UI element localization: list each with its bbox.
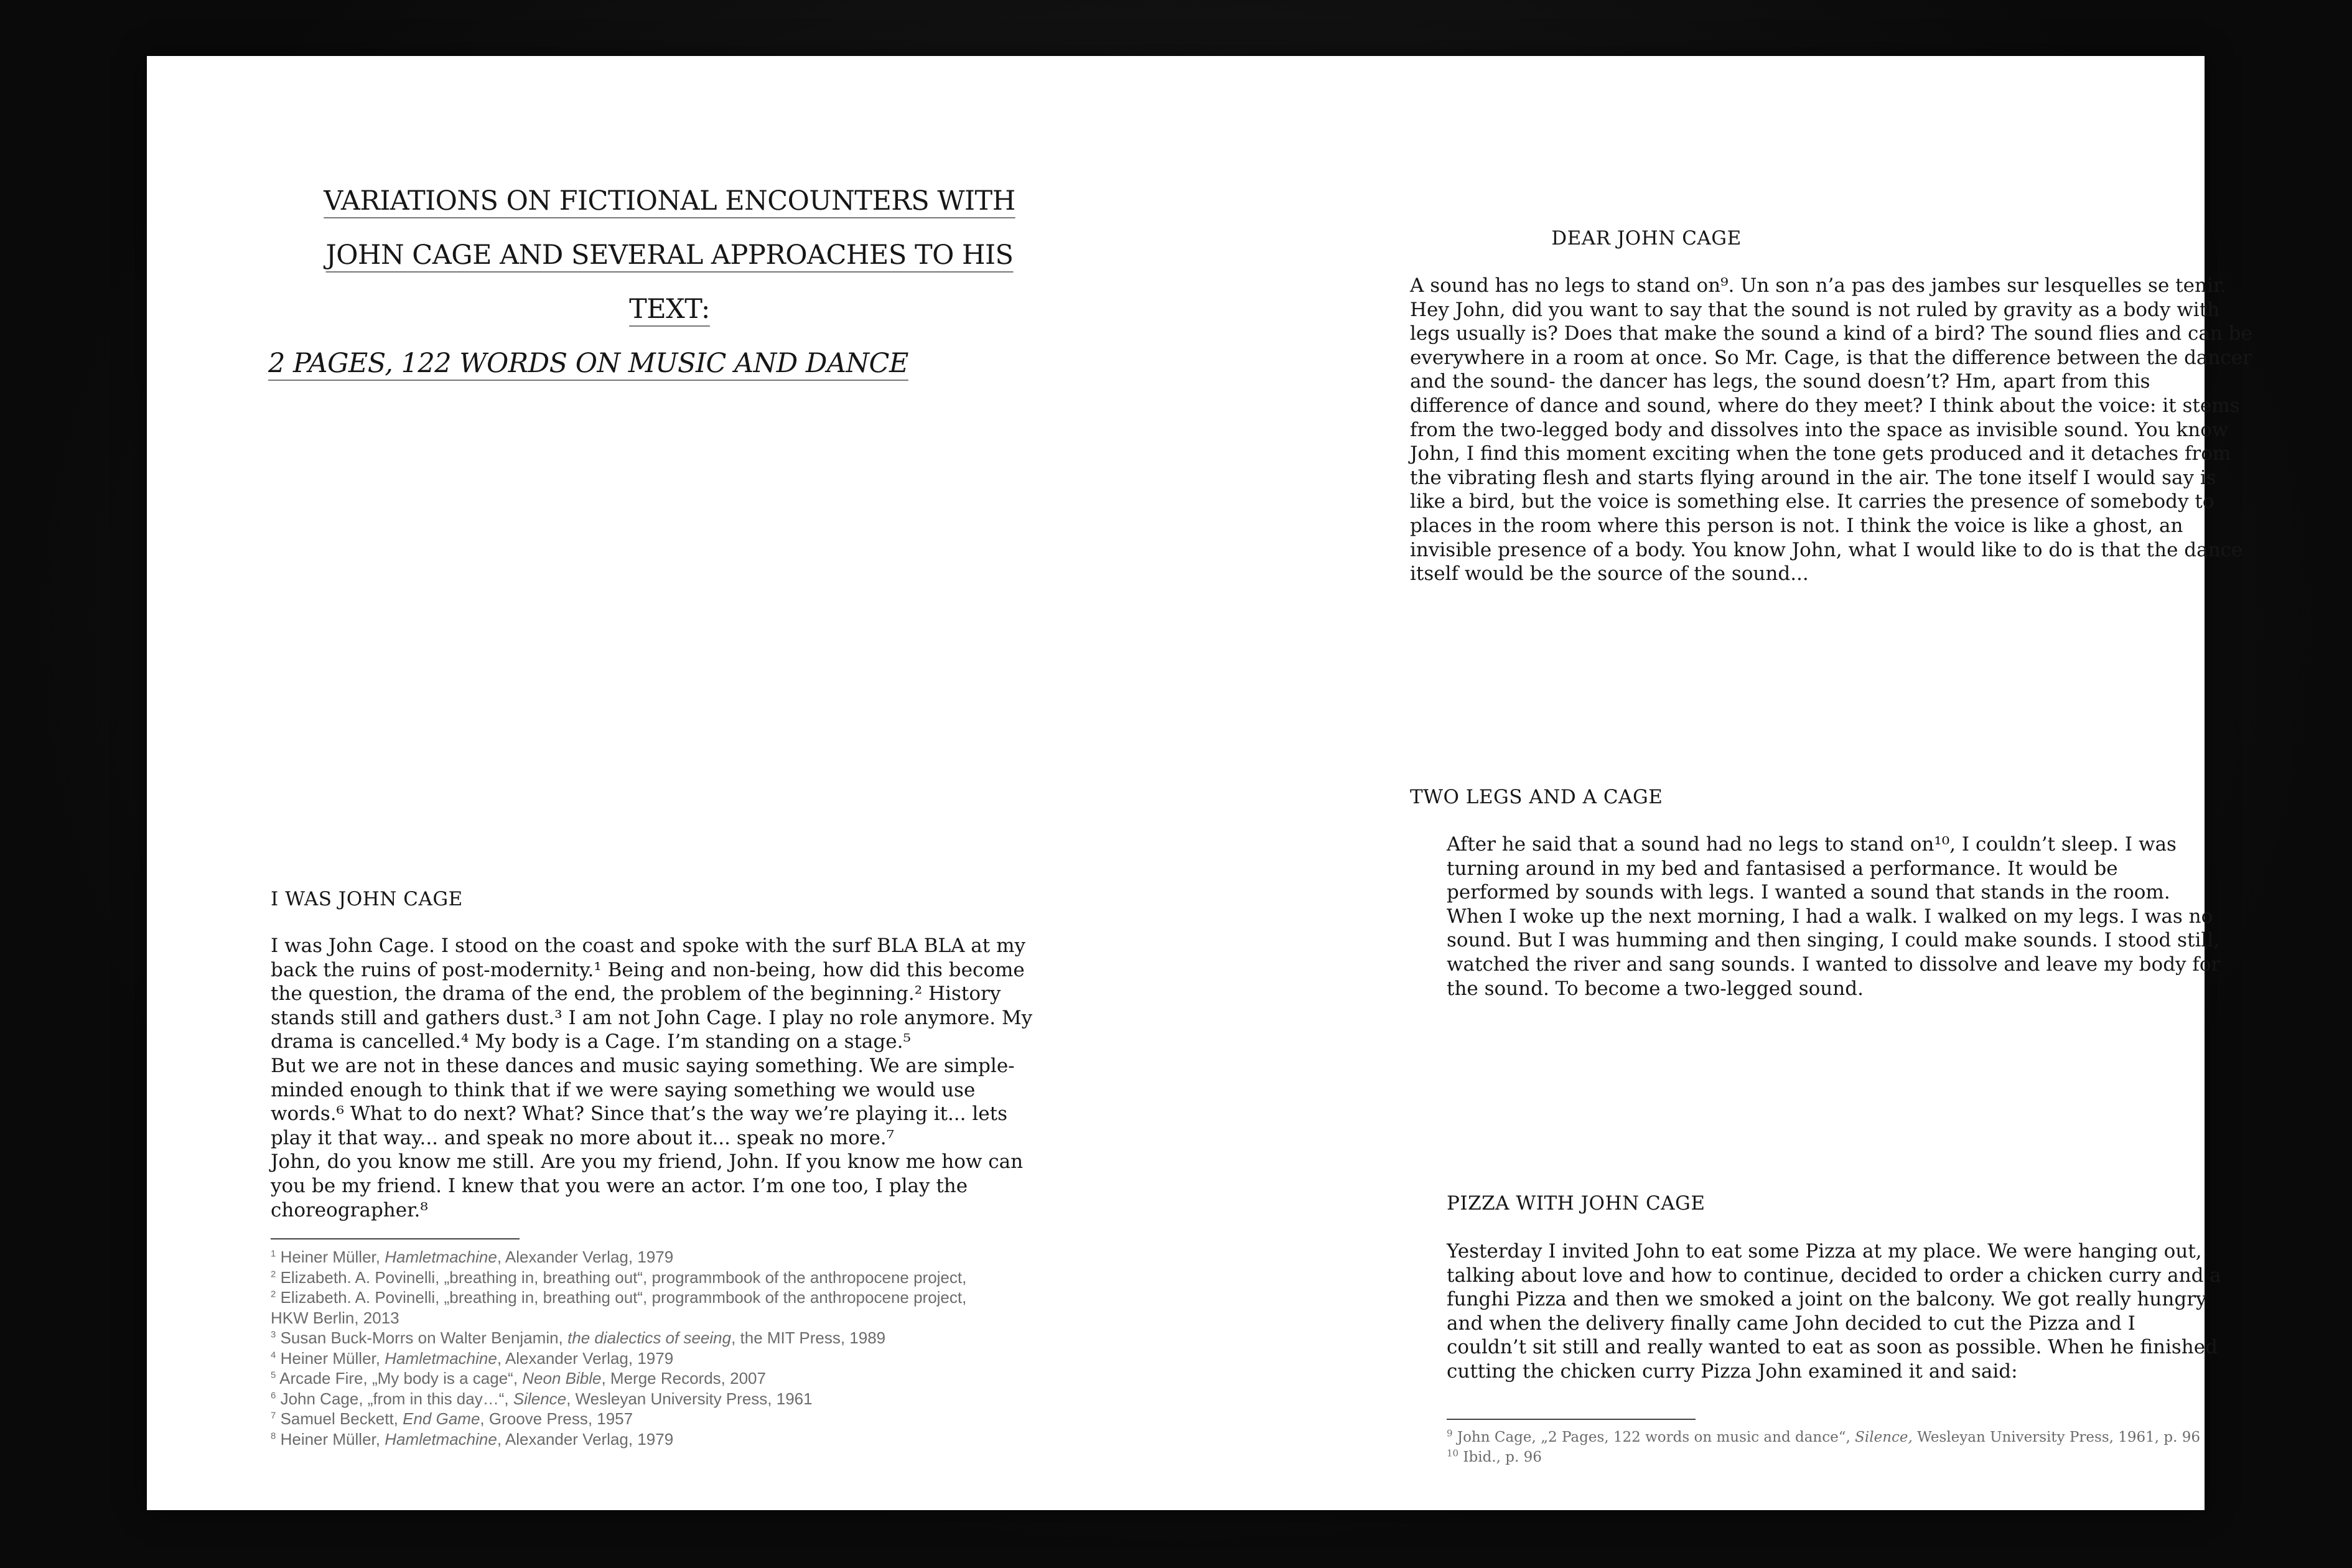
- body-line: invisible presence of a body. You know John, what I would like to do is that the dance: [1410, 538, 2243, 561]
- body-line: the sound. To become a two-legged sound.: [1447, 977, 1864, 1000]
- title-line-3: TEXT:: [629, 294, 710, 325]
- footnotes-left: [271, 1247, 1055, 1449]
- body-line: minded enough to think that if we were saying something we would use: [271, 1078, 976, 1101]
- heading-two-legs-and-a-cage: TWO LEGS AND A CAGE: [1410, 786, 1663, 808]
- footnote: $^3$ Susan Buck-Morrs on Walter Benjamin, the dialectics of seeing, the MIT Press, 1989: [271, 1328, 886, 1347]
- footnote: HKW Berlin, 2013: [271, 1308, 399, 1327]
- footnote: $^2$ Elizabeth. A. Povinelli, „breathing in, breathing out“, programmbook of the anthropocene project,: [271, 1288, 967, 1307]
- body-line: places in the room where this person is not. I think the voice is like a ghost, an: [1410, 514, 2183, 537]
- body-line: sound. But I was humming and then singing, I could make sounds. I stood still,: [1447, 929, 2220, 952]
- body-line: cutting the chicken curry Pizza John examined it and said:: [1447, 1360, 2018, 1383]
- body-line: and the sound- the dancer has legs, the sound doesn’t? Hm, apart from this: [1410, 370, 2150, 393]
- body-line: everywhere in a room at once. So Mr. Cage, is that the difference between the dancer: [1410, 346, 2252, 369]
- footnote: $^2$ Elizabeth. A. Povinelli, „breathing in, breathing out“, programmbook of the anthropocene project,: [271, 1267, 967, 1287]
- body-line: John, do you know me still. Are you my friend, John. If you know me how can: [271, 1150, 1024, 1174]
- body-line: like a bird, but the voice is something else. It carries the presence of somebody to: [1410, 490, 2214, 513]
- footnote: $^8$ Heiner Müller, Hamletmachine, Alexander Verlag, 1979: [271, 1429, 674, 1449]
- body-line: back the ruins of post-modernity.¹ Being and non-being, how did this become: [271, 958, 1025, 981]
- body-dear-john-cage: [1410, 274, 2256, 586]
- footnote: $^{10}$ Ibid., p. 96: [1447, 1447, 1542, 1465]
- body-line: A sound has no legs to stand on⁹. Un son n’a pas des jambes sur lesquelles se tenir.: [1410, 274, 2227, 297]
- body-line: But we are not in these dances and music saying something. We are simple-: [271, 1054, 1015, 1077]
- body-line: I was John Cage. I stood on the coast and spoke with the surf BLA BLA at my: [271, 935, 1026, 957]
- body-two-legs: [1447, 833, 2249, 1001]
- body-line: you be my friend. I knew that you were an actor. I’m one too, I play the: [271, 1174, 968, 1197]
- title-block: [268, 174, 1071, 391]
- footnote: $^1$ Heiner Müller, Hamletmachine, Alexander Verlag, 1979: [271, 1248, 674, 1266]
- body-line: When I woke up the next morning, I had a walk. I walked on my legs. I was no: [1447, 905, 2213, 928]
- body-line: funghi Pizza and then we smoked a joint on the balcony. We got really hungry: [1447, 1288, 2207, 1311]
- body-pizza: [1447, 1239, 2249, 1384]
- footnote-rule: [271, 1238, 520, 1239]
- left-page: [147, 56, 1175, 1510]
- heading-dear-john-cage: DEAR JOHN CAGE: [1551, 227, 1742, 250]
- footnote: $^4$ Heiner Müller, Hamletmachine, Alexander Verlag, 1979: [271, 1348, 674, 1368]
- body-line: couldn’t sit still and really wanted to eat as soon as possible. When he finished: [1447, 1336, 2218, 1359]
- title-line-2: JOHN CAGE AND SEVERAL APPROACHES TO HIS: [325, 240, 1014, 271]
- footnote-rule: [1447, 1419, 1696, 1420]
- body-line: words.⁶ What to do next? What? Since that’s the way we’re playing it... lets: [271, 1103, 1007, 1126]
- body-line: watched the river and sang sounds. I wanted to dissolve and leave my body for: [1447, 953, 2221, 976]
- footnote: $^9$ John Cage, „2 Pages, 122 words on music and dance“, Silence, Wesleyan University Press, 1961, p. 96: [1447, 1427, 2201, 1445]
- footnote: $^7$ Samuel Beckett, End Game, Groove Press, 1957: [271, 1409, 633, 1428]
- heading-i-was-john-cage: I WAS JOHN CAGE: [271, 888, 463, 910]
- body-line: the vibrating flesh and starts flying around in the air. The tone itself I would say is: [1410, 466, 2216, 489]
- body-line: difference of dance and sound, where do they meet? I think about the voice: it stems: [1410, 394, 2240, 417]
- body-line: talking about love and how to continue, decided to order a chicken curry and a: [1447, 1264, 2221, 1287]
- heading-pizza-with-john-cage: PIZZA WITH JOHN CAGE: [1447, 1192, 1706, 1215]
- footnotes-right: [1447, 1427, 2243, 1467]
- body-line: choreographer.⁸: [271, 1198, 428, 1221]
- footnote: $^6$ John Cage, „from in this day…“, Silence, Wesleyan University Press, 1961: [271, 1389, 813, 1408]
- body-line: drama is cancelled.⁴ My body is a Cage. I’m standing on a stage.⁵: [271, 1030, 911, 1053]
- body-line: turning around in my bed and fantasised a performance. It would be: [1447, 857, 2118, 880]
- right-page: [1175, 56, 2252, 1510]
- body-line: legs usually is? Does that make the sound a kind of a bird? The sound flies and can be: [1410, 322, 2252, 345]
- book-spread: [147, 56, 2252, 1510]
- body-line: performed by sounds with legs. I wanted a sound that stands in the room.: [1447, 881, 2170, 904]
- body-line: John, I find this moment exciting when the tone gets produced and it detaches from: [1410, 442, 2231, 465]
- body-line: from the two-legged body and dissolves into the space as invisible sound. You know: [1410, 418, 2229, 441]
- body-line: After he said that a sound had no legs to stand on¹⁰, I couldn’t sleep. I was: [1447, 833, 2177, 856]
- body-line: Yesterday I invited John to eat some Pizza at my place. We were hanging out,: [1447, 1240, 2202, 1262]
- body-i-was-john-cage: [271, 934, 1048, 1222]
- body-line: stands still and gathers dust.³ I am not John Cage. I play no role anymore. My: [271, 1006, 1033, 1029]
- footnote: $^5$ Arcade Fire, „My body is a cage“, Neon Bible, Merge Records, 2007: [271, 1369, 766, 1388]
- body-line: itself would be the source of the sound...: [1410, 562, 1809, 586]
- title-line-1: VARIATIONS ON FICTIONAL ENCOUNTERS WITH: [324, 185, 1015, 217]
- subtitle: 2 PAGES, 122 WORDS ON MUSIC AND DANCE: [268, 348, 908, 379]
- body-line: and when the delivery finally came John decided to cut the Pizza and I: [1447, 1312, 2135, 1335]
- body-line: Hey John, did you want to say that the sound is not ruled by gravity as a body with: [1410, 298, 2220, 321]
- body-line: the question, the drama of the end, the problem of the beginning.² History: [271, 982, 1001, 1006]
- body-line: play it that way... and speak no more about it... speak no more.⁷: [271, 1126, 895, 1149]
